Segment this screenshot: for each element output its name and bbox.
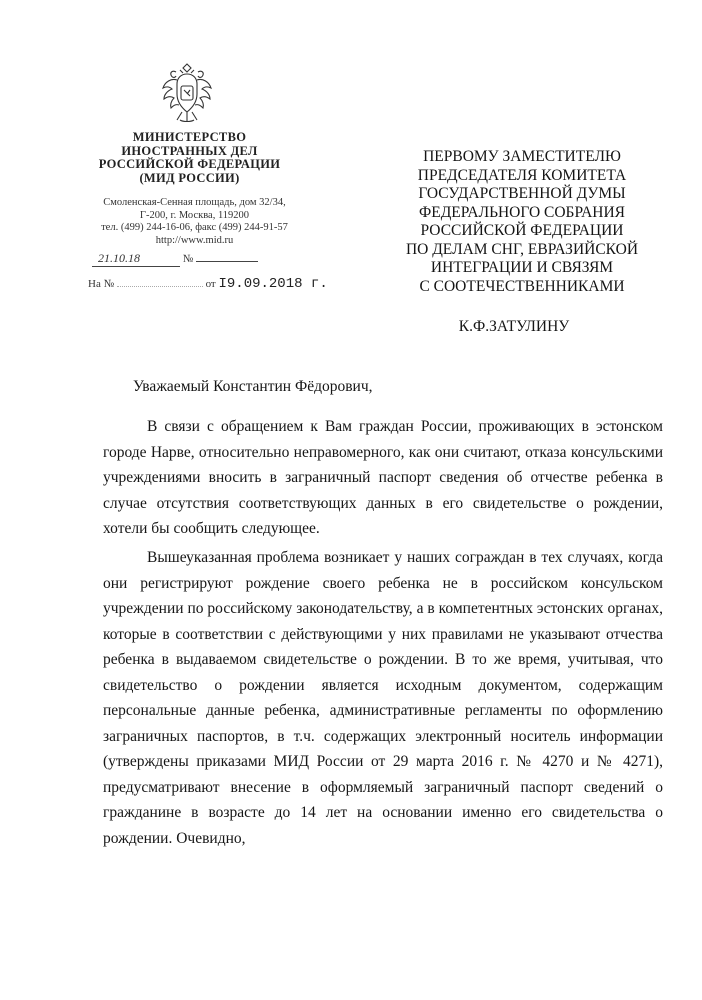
recipient-name: К.Ф.ЗАТУЛИНУ <box>458 318 570 335</box>
contact-website: http://www.mid.ru <box>155 234 234 246</box>
contact-phone: тел. (499) 244-16-06, факс (499) 244-91-57 <box>101 222 288 233</box>
addressee-line: ПРЕДСЕДАТЕЛЯ КОМИТЕТА <box>417 166 627 184</box>
ministry-line: ИНОСТРАННЫХ ДЕЛ <box>121 143 258 158</box>
addressee-line: ФЕДЕРАЛЬНОГО СОБРАНИЯ <box>418 203 626 221</box>
reference-prefix: На № <box>88 278 115 290</box>
reference-date: I9.09.2018 г. <box>218 276 328 292</box>
addressee-line: РОССИЙСКОЙ ФЕДЕРАЦИИ <box>420 222 624 239</box>
letter-body-paragraph-1 <box>103 414 663 542</box>
contact-address: Смоленская-Сенная площадь, дом 32/34, <box>103 197 286 208</box>
ministry-line: (МИД РОССИИ) <box>139 170 240 185</box>
coat-of-arms-emblem <box>158 60 216 126</box>
addressee-line: ПЕРВОМУ ЗАМЕСТИТЕЛЮ <box>423 148 621 165</box>
registration-date-handwritten: 21.10.18 <box>92 251 180 267</box>
registration-line <box>92 251 258 267</box>
addressee-line: ПО ДЕЛАМ СНГ, ЕВРАЗИЙСКОЙ <box>405 240 639 258</box>
addressee-line: ГОСУДАРСТВЕННОЙ ДУМЫ <box>418 185 626 202</box>
paragraph-text: В связи с обращением к Вам граждан России, проживающих в эстонском городе Нарве, относительно неправомерного, как они считают, отказа консульскими учреждениями вносить в заграничный паспорт сведения об отчестве ребенка в случае отсутствия соответствующих данных в его свидетельстве о рождении, хотели бы сообщить следующее. <box>103 418 663 537</box>
ministry-name-block <box>92 131 287 185</box>
ministry-contacts <box>92 197 297 247</box>
addressee-block <box>376 148 668 296</box>
letter-body-paragraph-2 <box>103 545 663 851</box>
reference-from: от <box>205 278 216 290</box>
reference-line <box>88 276 328 292</box>
ministry-line: РОССИЙСКОЙ ФЕДЕРАЦИИ <box>98 157 281 171</box>
reference-number-blank <box>117 286 203 287</box>
contact-city: Г-200, г. Москва, 119200 <box>139 209 250 221</box>
salutation: Уважаемый Константин Фёдорович, <box>133 378 373 395</box>
paragraph-text: Вышеуказанная проблема возникает у наших сограждан в тех случаях, когда они регистрируют рождение своего ребенка не в российском консульском учреждении по российскому законодательству, а в компетентных эстонских органах, которые в соответствии с действующими у них правилами не указывают отчества ребенка в выдаваемом свидетельстве о рождении. В то же время, учитывая, что свидетельство о рождении является исходным документом, содержащим персональные данные ребенка, административные регламенты по оформлению заграничных паспортов, в т.ч. содержащих электронный носитель информации (утверждены приказами МИД России от 29 марта 2016 г. № 4270 и № 4271), предусматривают внесение в оформляемый заграничный паспорт сведений о гражданине в возрасте до 14 лет на основании именно его свидетельства о рождении. Очевидно, <box>103 549 663 847</box>
registration-number-blank <box>196 261 258 262</box>
addressee-line: С СООТЕЧЕСТВЕННИКАМИ <box>419 277 625 295</box>
number-sign: № <box>182 253 194 265</box>
ministry-line: МИНИСТЕРСТВО <box>132 130 247 144</box>
addressee-line: ИНТЕГРАЦИИ И СВЯЗЯМ <box>430 259 614 276</box>
